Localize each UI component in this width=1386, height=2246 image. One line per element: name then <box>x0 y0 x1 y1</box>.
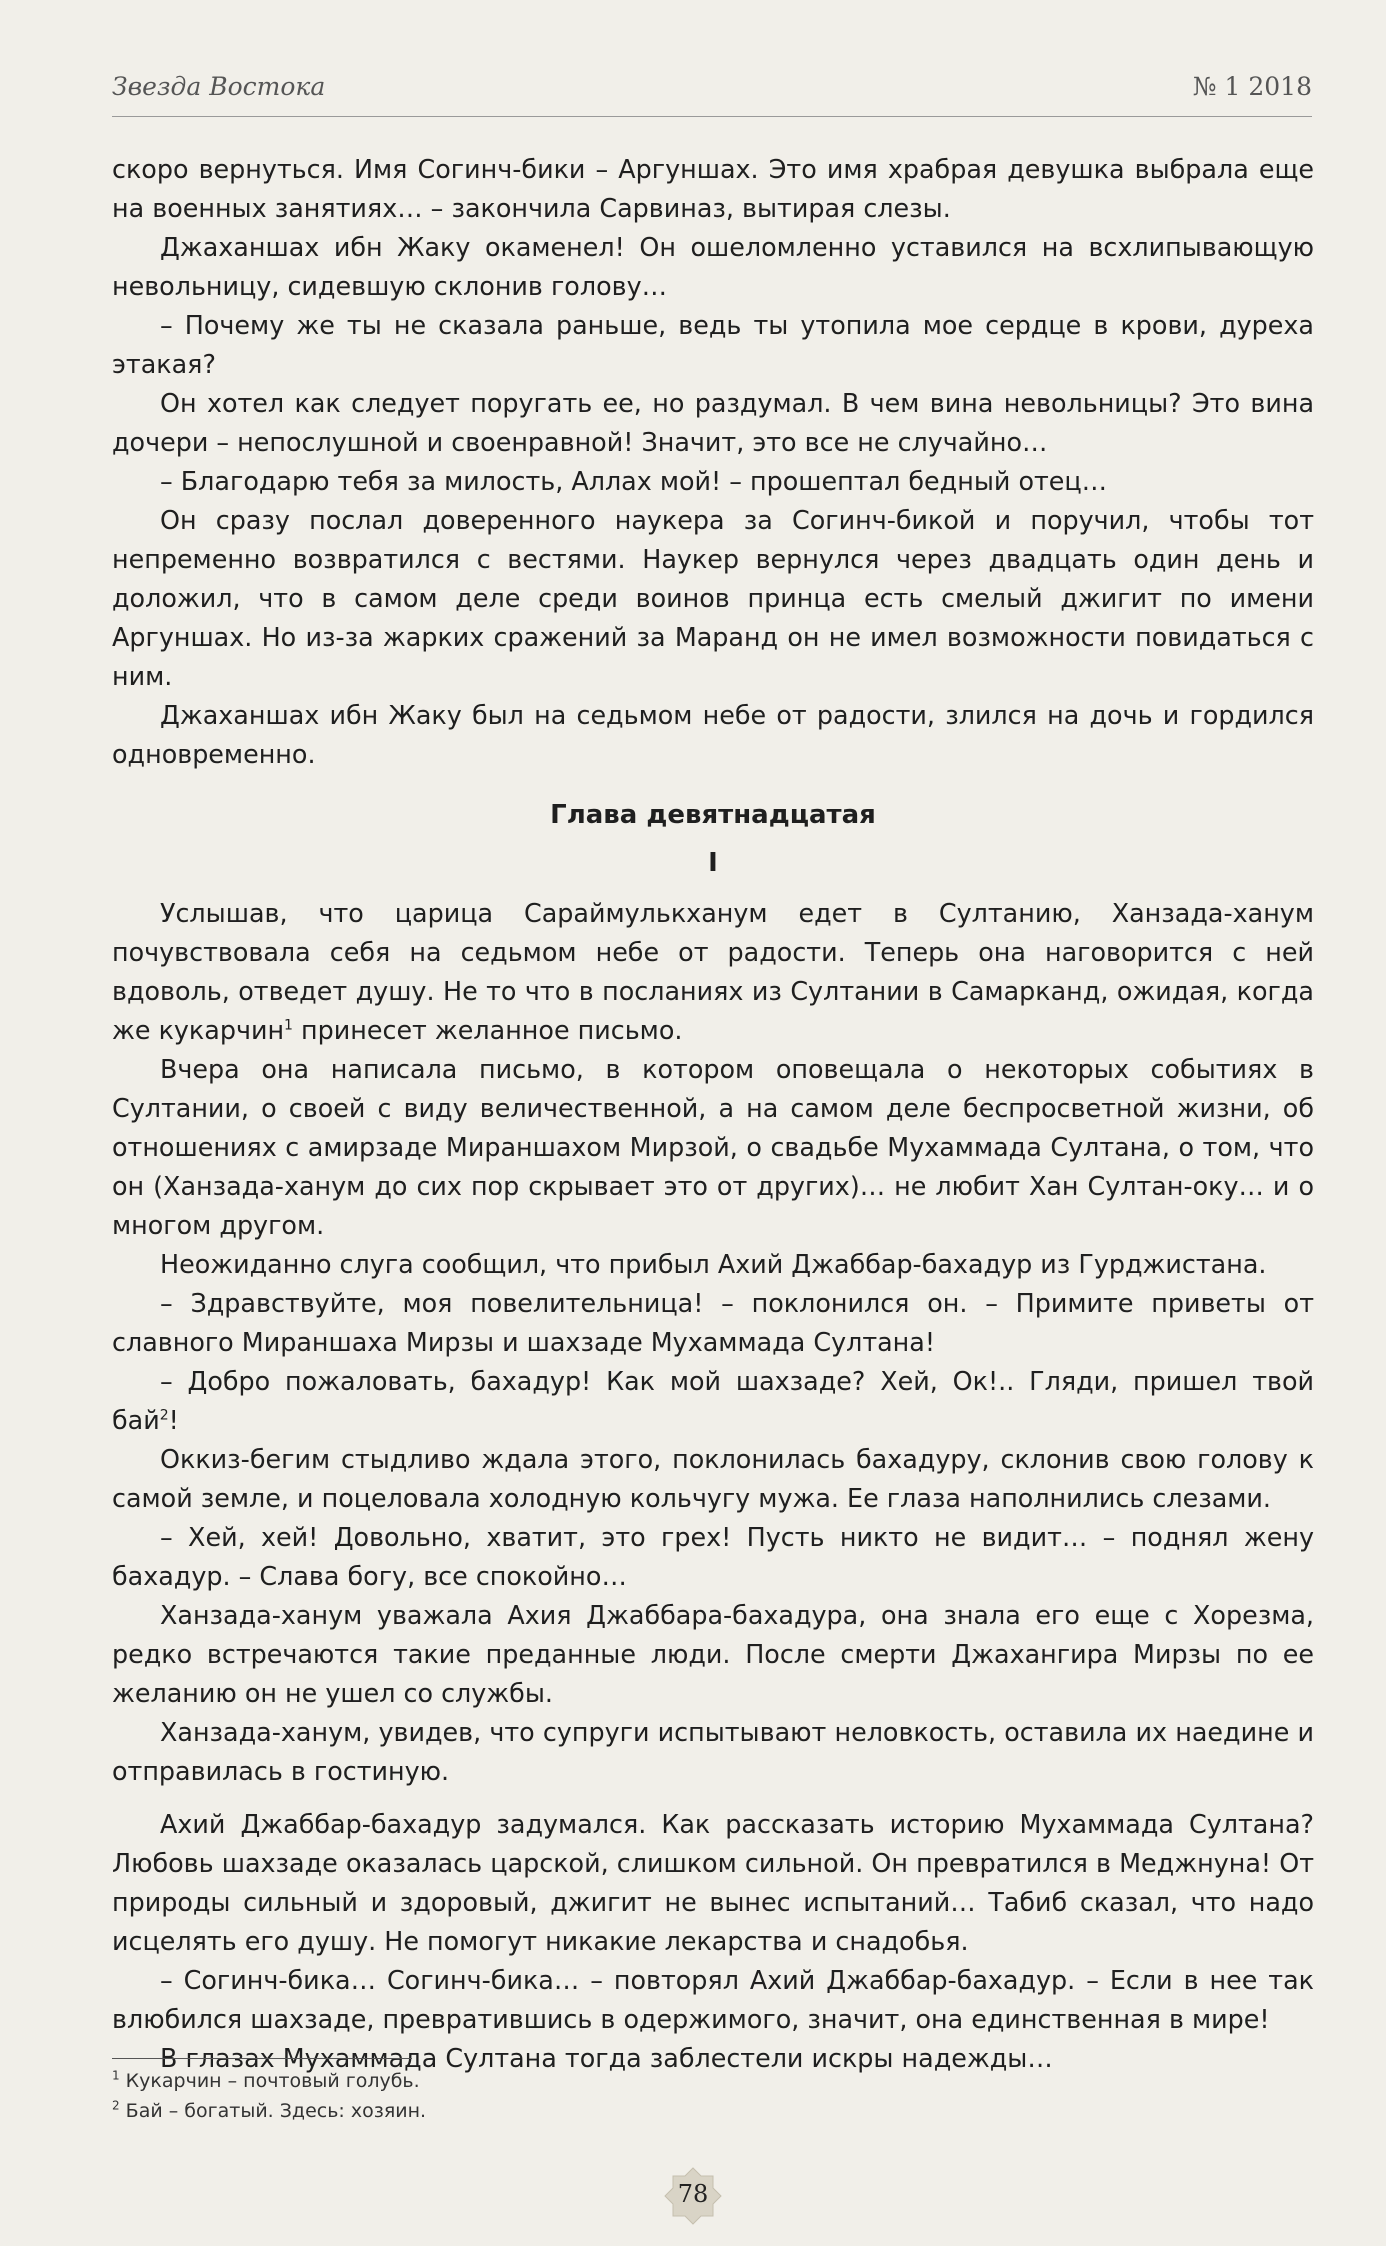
paragraph <box>112 1518 1314 1596</box>
paragraph: – Почему же ты не сказала раньше, ведь ты утопила мое сердце в крови, дуреха этакая? <box>112 310 1314 379</box>
paragraph: – Благодарю тебя за милость, Аллах мой! – прошептал бедный отец… <box>160 466 1108 496</box>
paragraph-text: Неожиданно слуга сообщил, что прибыл Ахий Джаббар-бахадур из Гурджистана. <box>160 1249 1267 1279</box>
text-after-chapter <box>112 894 1314 2078</box>
paragraph <box>112 1961 1314 2039</box>
paragraph-text: – Здравствуйте, моя повелительница! – поклонился он. – Примите приветы от славного Мираншаха Мирзы и шахзаде Мухаммада Султана! <box>112 1288 1314 1357</box>
section-number: I <box>708 848 718 878</box>
footnote-marker: 2 <box>159 1407 169 1424</box>
paragraph: Он сразу послал доверенного наукера за Согинч-бикой и поручил, чтобы тот непременно возвратился с вестями. Наукер вернулся через двадцать один день и доложил, что в самом деле среди воинов принца есть смелый джигит по имени Аргуншах. Но из-за жарких сражений за Маранд он не имел возможности повидаться с ним. <box>112 505 1314 691</box>
journal-title: Звезда Востока <box>112 72 326 101</box>
footnote-text: Кукарчин – почтовый голубь. <box>119 2070 420 2092</box>
paragraph-text: – Хей, хей! Довольно, хватит, это грех! Пусть никто не видит… – поднял жену бахадур. – Слава богу, все спокойно… <box>112 1522 1314 1591</box>
paragraph-text: ! <box>168 1405 179 1435</box>
footnote <box>112 2066 1012 2096</box>
paragraph-text: принесет желанное письмо. <box>292 1015 683 1045</box>
footnote-marker: 1 <box>284 1017 293 1034</box>
issue-number: № 1 2018 <box>1192 72 1312 101</box>
main-text <box>112 150 1314 2078</box>
paragraph-text: Ханзада-ханум уважала Ахия Джаббара-бахадура, она знала его еще с Хорезма, редко встречаются такие преданные люди. После смерти Джахангира Мирзы по ее желанию он не ушел со службы. <box>112 1600 1314 1708</box>
footnotes <box>112 2066 1012 2126</box>
paragraph-text: В глазах Мухаммада Султана тогда заблестели искры надежды… <box>160 2043 1053 2073</box>
paragraph <box>112 1713 1314 1791</box>
paragraph <box>112 894 1314 1050</box>
paragraph <box>112 1596 1314 1713</box>
paragraph-text: Вчера она написала письмо, в котором оповещала о некоторых событиях в Султании, о своей с виду величественной, а на самом деле беспросветной жизни, об отношениях с амирзаде Мираншахом Мирзой, о свадьбе Мухаммада Султана, о том, что он (Ханзада-ханум до сих пор скрывает это от других)… не любит Хан Султан-оку… и о многом другом. <box>112 1054 1314 1240</box>
footnote <box>112 2096 1012 2126</box>
paragraph: Джаханшах ибн Жаку был на седьмом небе от радости, злился на дочь и гордился одновременно. <box>112 700 1314 769</box>
paragraph-text: Оккиз-бегим стыдливо ждала этого, поклонилась бахадуру, склонив свою голову к самой земле, и поцеловала холодную кольчугу мужа. Ее глаза наполнились слезами. <box>112 1444 1314 1513</box>
page-number: 78 <box>677 2180 709 2208</box>
paragraph-text: Ахий Джаббар-бахадур задумался. Как рассказать историю Мухаммада Султана? Любовь шахзаде оказалась царской, слишком сильной. Он превратился в Меджнуна! От природы сильный и здоровый, джигит не вынес испытаний… Табиб сказал, что надо исцелять его душу. Не помогут никакие лекарства и снадобья. <box>112 1809 1314 1956</box>
footnote-number: 2 <box>112 2098 120 2113</box>
paragraph <box>112 1245 1314 1284</box>
paragraph <box>112 1362 1314 1440</box>
chapter-title: Глава девятнадцатая <box>550 800 876 830</box>
paragraph-text: – Согинч-бика… Согинч-бика… – повторял Ахий Джаббар-бахадур. – Если в нее так влюбился шахзаде, превратившись в одержимого, значит, она единственная в мире! <box>112 1965 1314 2034</box>
paragraph-text: Ханзада-ханум, увидев, что супруги испытывают неловкость, оставила их наедине и отправилась в гостиную. <box>112 1717 1314 1786</box>
paragraph <box>112 1284 1314 1362</box>
footnote-number: 1 <box>112 2068 120 2083</box>
paragraph: Джаханшах ибн Жаку окаменел! Он ошеломленно уставился на всхлипывающую невольницу, сидевшую склонив голову… <box>112 232 1314 301</box>
paragraph <box>112 1050 1314 1245</box>
paragraph-text: – Добро пожаловать, бахадур! Как мой шахзаде? Хей, Ок!.. Гляди, пришел твой бай <box>112 1366 1314 1435</box>
running-header <box>112 72 1312 108</box>
paragraph: Он хотел как следует поругать ее, но раздумал. В чем вина невольницы? Это вина дочери – непослушной и своенравной! Значит, это все не случайно… <box>112 388 1314 457</box>
footnote-divider <box>112 2058 412 2059</box>
page-number-badge <box>663 2166 723 2226</box>
paragraph-text: Услышав, что царица Сараймулькханум едет в Султанию, Ханзада-ханум почувствовала себя на седьмом небе от радости. Теперь она наговорится с ней вдоволь, отведет душу. Не то что в посланиях из Султании в Самарканд, ожидая, когда же кукарчин <box>112 898 1314 1045</box>
header-divider <box>112 116 1312 117</box>
footnote-text: Бай – богатый. Здесь: хозяин. <box>119 2100 427 2122</box>
paragraph: скоро вернуться. Имя Согинч-бики – Аргуншах. Это имя храбрая девушка выбрала еще на военных занятиях… – закончила Сарвиназ, вытирая слезы. <box>112 154 1314 223</box>
paragraph <box>112 1805 1314 1961</box>
text-before-chapter <box>112 150 1314 774</box>
paragraph <box>112 1440 1314 1518</box>
